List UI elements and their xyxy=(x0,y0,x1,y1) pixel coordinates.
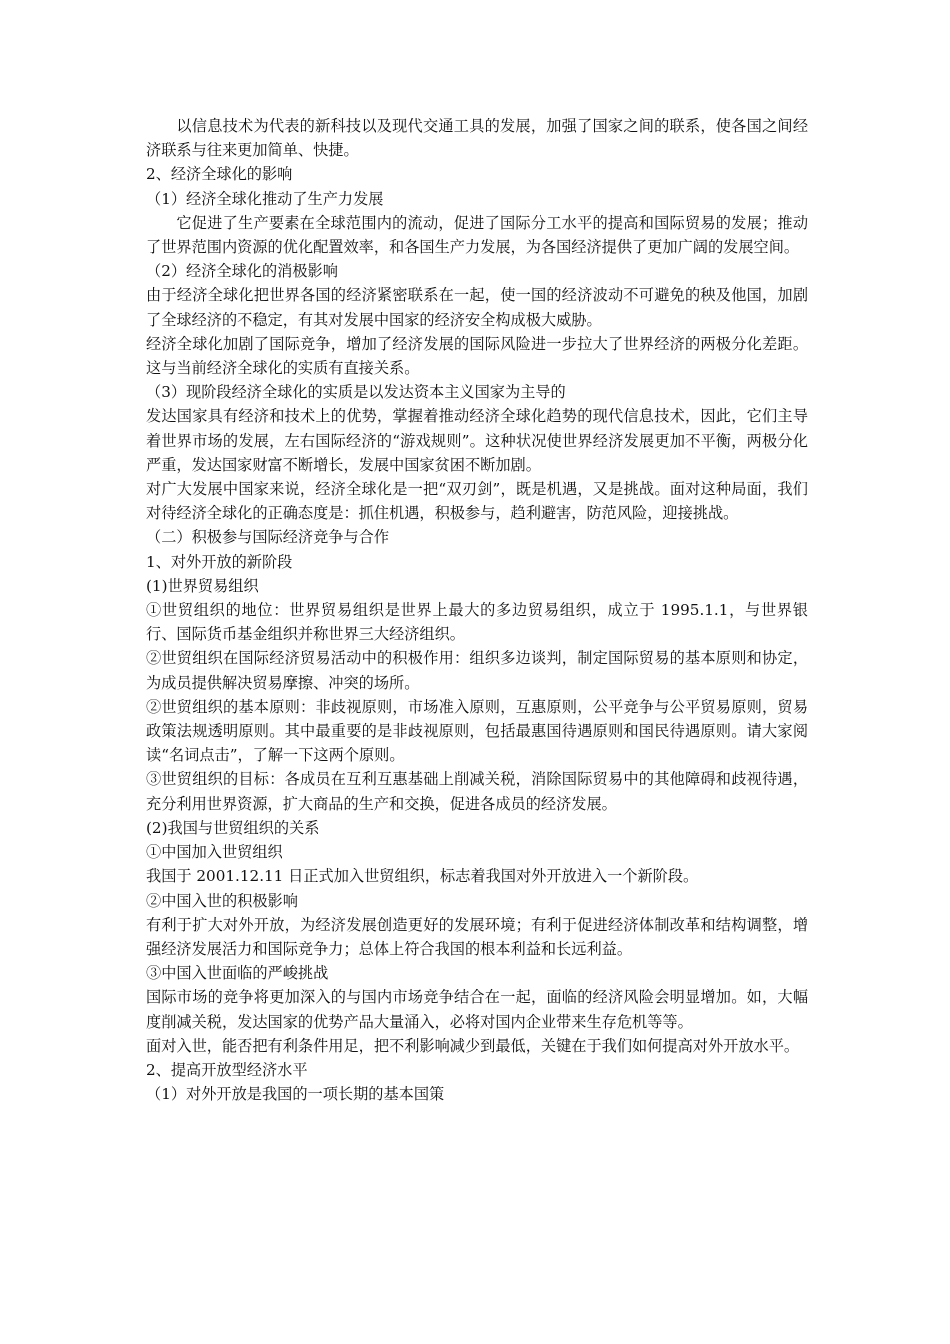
paragraph: ②世贸组织在国际经济贸易活动中的积极作用：组织多边谈判，制定国际贸易的基本原则和协定，为成员提供解决贸易摩擦、冲突的场所。 xyxy=(146,649,808,692)
subsection-heading: （1）经济全球化推动了生产力发展 xyxy=(146,189,384,208)
section-heading: 2、经济全球化的影响 xyxy=(146,165,293,184)
list-item-heading: ①中国加入世贸组织 xyxy=(146,843,283,862)
paragraph: 对广大发展中国家来说，经济全球化是一把“双刃剑”，既是机遇，又是挑战。面对这种局面，我们对待经济全球化的正确态度是：抓住机遇，积极参与，趋利避害，防范风险，迎接挑战。 xyxy=(146,480,808,523)
subsection-heading: （2）经济全球化的消极影响 xyxy=(146,262,338,281)
subsection-heading: (1)世界贸易组织 xyxy=(146,576,259,595)
list-item-heading: ③中国入世面临的严峻挑战 xyxy=(146,964,329,983)
paragraph: 面对入世，能否把有利条件用足，把不利影响减少到最低，关键在于我们如何提高对外开放水平。 xyxy=(146,1036,800,1055)
paragraph: 由于经济全球化把世界各国的经济紧密联系在一起，使一国的经济波动不可避免的秧及他国，加剧了全球经济的不稳定，有其对发展中国家的经济安全构成极大威胁。 xyxy=(146,286,808,329)
paragraph: 我国于 2001.12.11 日正式加入世贸组织，标志着我国对外开放进入一个新阶段。 xyxy=(146,867,699,886)
subsection-heading: (2)我国与世贸组织的关系 xyxy=(146,818,320,837)
paragraph: ②世贸组织的基本原则：非歧视原则，市场准入原则，互惠原则，公平竞争与公平贸易原则，贸易政策法规透明原则。其中最重要的是非歧视原则，包括最惠国待遇原则和国民待遇原则。请大家阅读“名词点击”，了解一下这两个原则。 xyxy=(146,697,808,765)
subsection-heading: （1）对外开放是我国的一项长期的基本国策 xyxy=(146,1085,445,1104)
paragraph: ①世贸组织的地位：世界贸易组织是世界上最大的多边贸易组织，成立于 1995.1.1，与世界银行、国际货币基金组织并称世界三大经济组织。 xyxy=(146,601,808,644)
section-heading: 1、对外开放的新阶段 xyxy=(146,552,293,571)
paragraph: ③世贸组织的目标：各成员在互利互惠基础上削减关税，消除国际贸易中的其他障碍和歧视待遇，充分利用世界资源，扩大商品的生产和交换，促进各成员的经济发展。 xyxy=(146,770,808,813)
section-heading: 2、提高开放型经济水平 xyxy=(146,1060,308,1079)
paragraph: 它促进了生产要素在全球范围内的流动，促进了国际分工水平的提高和国际贸易的发展；推动了世界范围内资源的优化配置效率，和各国生产力发展，为各国经济提供了更加广阔的发展空间。 xyxy=(146,213,808,257)
subsection-heading: （3）现阶段经济全球化的实质是以发达资本主义国家为主导的 xyxy=(146,383,566,402)
paragraph: 经济全球化加剧了国际竞争，增加了经济发展的国际风险进一步拉大了世界经济的两极分化差距。这与当前经济全球化的实质有直接关系。 xyxy=(146,334,808,378)
document-page xyxy=(146,114,808,1106)
paragraph: 以信息技术为代表的新科技以及现代交通工具的发展，加强了国家之间的联系，使各国之间经济联系与往来更加简单、快捷。 xyxy=(146,117,808,160)
paragraph: 有利于扩大对外开放，为经济发展创造更好的发展环境；有利于促进经济体制改革和结构调整，增强经济发展活力和国际竞争力；总体上符合我国的根本利益和长远利益。 xyxy=(146,915,808,958)
paragraph: 发达国家具有经济和技术上的优势，掌握着推动经济全球化趋势的现代信息技术，因此，它们主导着世界市场的发展，左右国际经济的“游戏规则”。这种状况使世界经济发展更加不平衡，两极分化严重，发达国家财富不断增长，发展中国家贫困不断加剧。 xyxy=(146,407,808,474)
section-heading: （二）积极参与国际经济竞争与合作 xyxy=(146,528,389,547)
list-item-heading: ②中国入世的积极影响 xyxy=(146,891,298,910)
paragraph: 国际市场的竞争将更加深入的与国内市场竞争结合在一起，面临的经济风险会明显增加。如，大幅度削减关税，发达国家的优势产品大量涌入，必将对国内企业带来生存危机等等。 xyxy=(146,988,808,1031)
